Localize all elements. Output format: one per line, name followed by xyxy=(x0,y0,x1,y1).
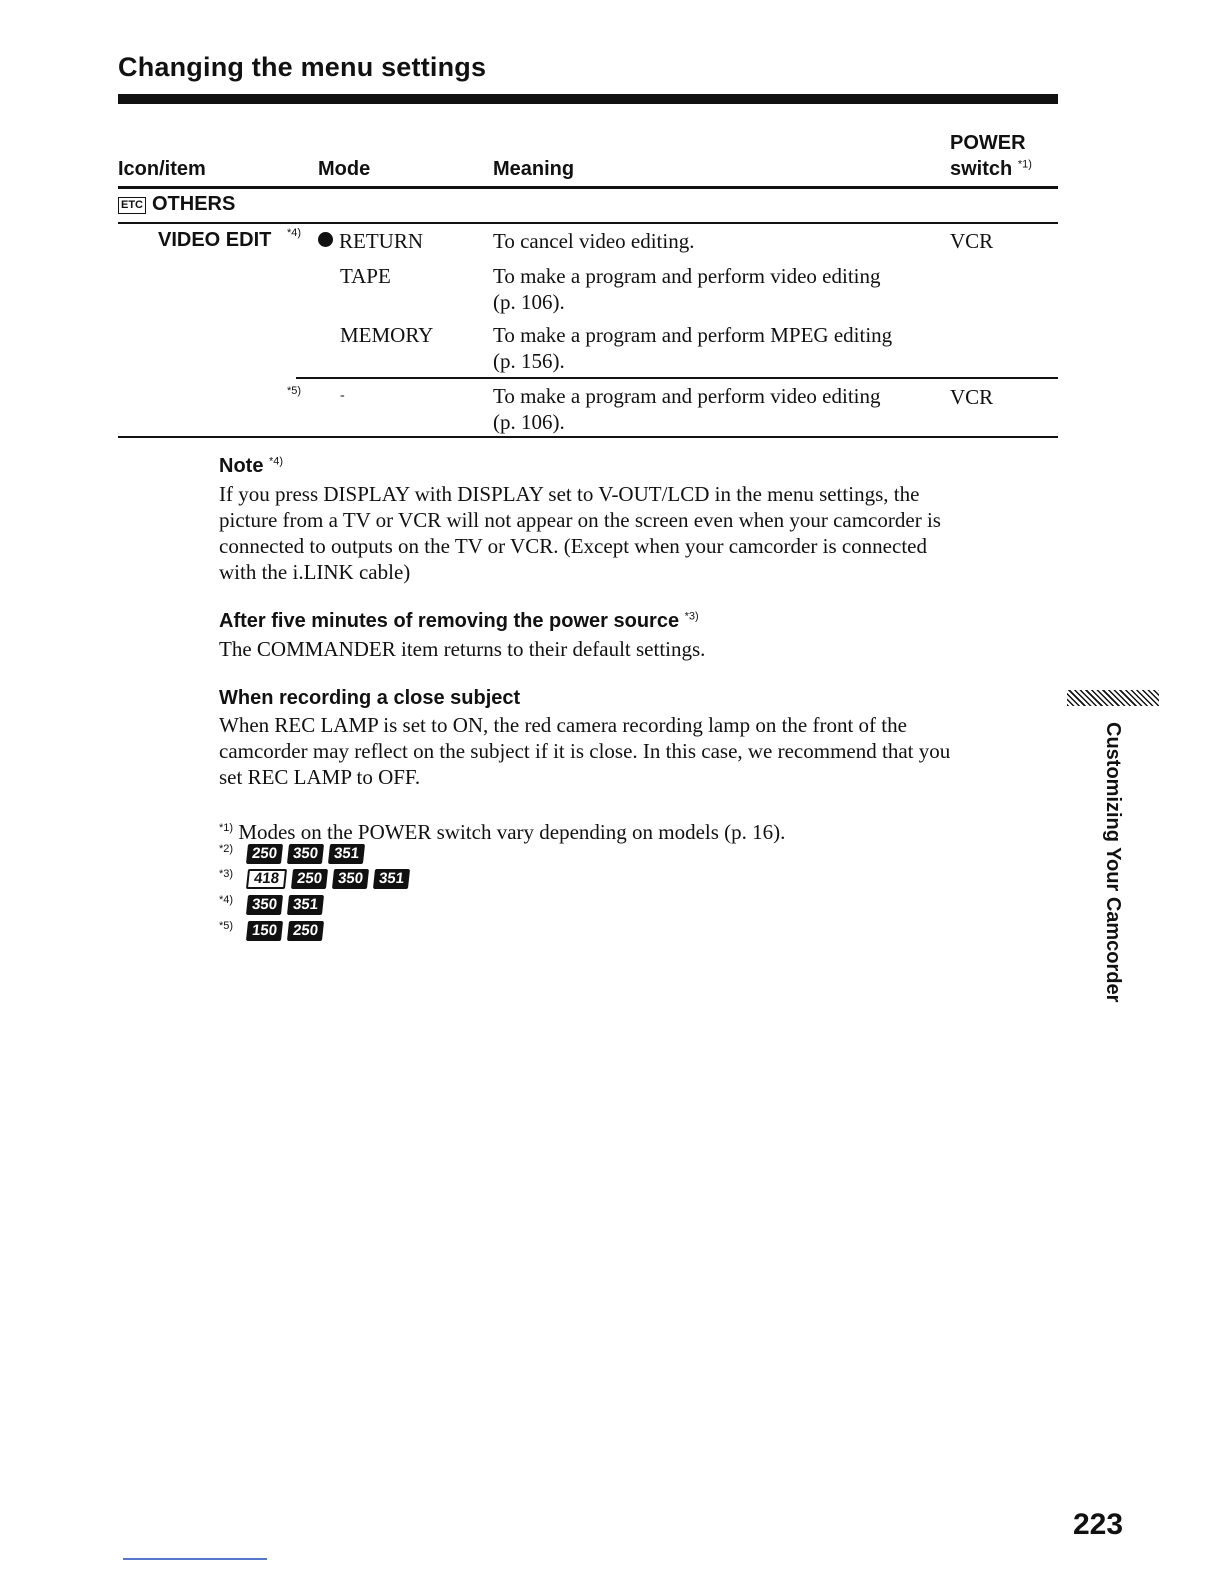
meaning-tape-line2: (p. 106). xyxy=(493,290,565,314)
model-badge: 250 xyxy=(246,844,283,864)
mode-dash: - xyxy=(340,388,345,403)
bottom-rule xyxy=(123,1558,267,1560)
item-video-edit-note: *4) xyxy=(287,227,302,239)
power-row4: VCR xyxy=(950,385,994,409)
footnote-4-mark: *4) xyxy=(219,894,234,906)
power-return: VCR xyxy=(950,229,994,253)
model-badge: 418 xyxy=(246,869,287,889)
side-tab-text: Customizing Your Camcorder xyxy=(1102,722,1124,1003)
column-header-meaning: Meaning xyxy=(493,158,575,180)
footnote-3 xyxy=(219,868,415,889)
note-heading xyxy=(219,455,283,478)
meaning-tape-line1: To make a program and perform video editing xyxy=(493,264,881,288)
close-subject-body xyxy=(219,712,950,790)
power-source-body: The COMMANDER item returns to their default settings. xyxy=(219,637,706,661)
row4-note: *5) xyxy=(287,385,302,397)
column-header-power-line1: POWER xyxy=(950,132,1026,154)
close-subject-line: set REC LAMP to OFF. xyxy=(219,765,421,789)
mode-tape: TAPE xyxy=(340,264,391,288)
footnote-5-mark: *5) xyxy=(219,920,234,932)
page-number: 223 xyxy=(1073,1508,1124,1541)
table-header-rule xyxy=(118,186,1058,189)
power-source-heading-text: After five minutes of removing the power source xyxy=(219,610,680,632)
model-badge: 250 xyxy=(291,869,328,889)
close-subject-line: camcorder may reflect on the subject if it is close. In this case, we recommend that you xyxy=(219,739,951,763)
model-badge: 350 xyxy=(246,895,283,915)
meaning-return: To cancel video editing. xyxy=(493,229,695,253)
item-video-edit: VIDEO EDIT xyxy=(158,229,272,251)
footnote-2-mark: *2) xyxy=(219,843,234,855)
note-heading-text: Note xyxy=(219,455,264,477)
meaning-memory-line1: To make a program and perform MPEG editing xyxy=(493,323,893,347)
note-line: with the i.LINK cable) xyxy=(219,560,411,584)
section-others xyxy=(118,193,235,216)
column-header-power-line2 xyxy=(950,158,1032,181)
close-subject-line: When REC LAMP is set to ON, the red camera recording lamp on the front of the xyxy=(219,713,907,737)
note-line: connected to outputs on the TV or VCR. (Except when your camcorder is connected xyxy=(219,534,927,558)
section-rule xyxy=(118,222,1058,224)
page-title: Changing the menu settings xyxy=(118,52,487,82)
model-badge: 351 xyxy=(328,844,365,864)
title-rule xyxy=(118,94,1058,104)
note-line: If you press DISPLAY with DISPLAY set to V-OUT/LCD in the menu settings, the xyxy=(219,482,920,506)
footnote-1 xyxy=(219,815,785,845)
section-label: OTHERS xyxy=(152,193,236,215)
column-header-power-text: switch xyxy=(950,158,1013,180)
note-heading-ref: *4) xyxy=(269,455,284,468)
mode-memory: MEMORY xyxy=(340,323,434,347)
model-badge: 150 xyxy=(246,921,283,941)
model-badge: 350 xyxy=(332,869,369,889)
table-row xyxy=(318,228,423,254)
close-subject-heading: When recording a close subject xyxy=(219,687,521,709)
etc-icon: ETC xyxy=(118,197,146,214)
meaning-memory-line2: (p. 156). xyxy=(493,349,565,373)
column-header-icon-item: Icon/item xyxy=(118,158,206,180)
model-badge: 351 xyxy=(287,895,324,915)
model-badge: 351 xyxy=(373,869,410,889)
footnote-2 xyxy=(219,843,370,864)
column-header-mode: Mode xyxy=(318,158,371,180)
footnote-4 xyxy=(219,894,329,915)
side-tab-hatch xyxy=(1067,690,1159,706)
meaning-row4-line2: (p. 106). xyxy=(493,410,565,434)
default-bullet-icon xyxy=(318,232,333,247)
model-badge: 250 xyxy=(287,921,324,941)
column-header-power-note: *1) xyxy=(1017,158,1032,171)
footnote-5 xyxy=(219,920,329,941)
table-bottom-rule xyxy=(118,436,1058,438)
model-badge: 350 xyxy=(287,844,324,864)
mode-return: RETURN xyxy=(339,229,423,253)
footnote-1-text: Modes on the POWER switch vary depending on models (p. 16). xyxy=(238,820,786,844)
meaning-row4-line1: To make a program and perform video editing xyxy=(493,384,881,408)
side-tab-label xyxy=(1100,722,1140,1022)
row-rule xyxy=(296,377,1058,379)
power-source-heading xyxy=(219,610,699,633)
footnote-1-mark: *1) xyxy=(219,822,234,834)
power-source-heading-ref: *3) xyxy=(684,610,699,623)
footnote-3-mark: *3) xyxy=(219,868,234,880)
note-body xyxy=(219,481,941,585)
note-line: picture from a TV or VCR will not appear on the screen even when your camcorder is xyxy=(219,508,941,532)
